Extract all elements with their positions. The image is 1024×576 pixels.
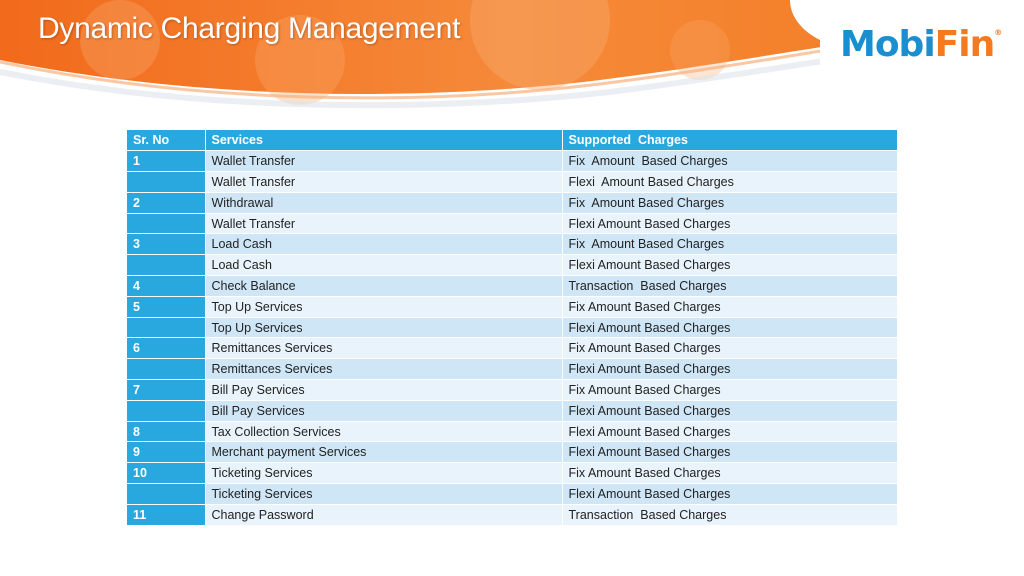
sr-cell — [127, 484, 205, 505]
sr-cell — [127, 213, 205, 234]
table-row — [127, 484, 897, 505]
sr-cell — [127, 172, 205, 193]
table-row — [127, 463, 897, 484]
service-cell: Ticketing Services — [205, 484, 562, 505]
table-header-row — [127, 130, 897, 151]
charge-cell: Fix Amount Based Charges — [562, 296, 897, 317]
service-cell: Check Balance — [205, 276, 562, 297]
service-cell: Tax Collection Services — [205, 421, 562, 442]
charge-cell: Flexi Amount Based Charges — [562, 255, 897, 276]
sr-cell: 6 — [127, 338, 205, 359]
table-row — [127, 255, 897, 276]
sr-cell: 10 — [127, 463, 205, 484]
table-row — [127, 213, 897, 234]
table-row — [127, 151, 897, 172]
service-cell: Bill Pay Services — [205, 380, 562, 401]
sr-cell — [127, 317, 205, 338]
table-row — [127, 296, 897, 317]
sr-cell — [127, 400, 205, 421]
sr-cell: 5 — [127, 296, 205, 317]
service-cell: Wallet Transfer — [205, 151, 562, 172]
service-cell: Remittances Services — [205, 359, 562, 380]
charge-cell: Transaction Based Charges — [562, 276, 897, 297]
charge-cell: Flexi Amount Based Charges — [562, 317, 897, 338]
charge-cell: Flexi Amount Based Charges — [562, 359, 897, 380]
service-cell: Top Up Services — [205, 296, 562, 317]
charge-cell: Flexi Amount Based Charges — [562, 484, 897, 505]
service-cell: Bill Pay Services — [205, 400, 562, 421]
logo-fin-text: Fin — [934, 24, 995, 65]
table-row — [127, 192, 897, 213]
sr-cell: 7 — [127, 380, 205, 401]
table-row — [127, 421, 897, 442]
logo-registered-mark: ® — [994, 28, 1002, 37]
sr-cell: 1 — [127, 151, 205, 172]
charge-cell: Flexi Amount Based Charges — [562, 172, 897, 193]
service-cell: Load Cash — [205, 255, 562, 276]
sr-cell: 2 — [127, 192, 205, 213]
service-cell: Load Cash — [205, 234, 562, 255]
service-cell: Ticketing Services — [205, 463, 562, 484]
charge-cell: Flexi Amount Based Charges — [562, 400, 897, 421]
table-row — [127, 359, 897, 380]
header-services: Services — [205, 130, 562, 151]
table-row — [127, 504, 897, 525]
sr-cell: 8 — [127, 421, 205, 442]
sr-cell: 9 — [127, 442, 205, 463]
service-cell: Change Password — [205, 504, 562, 525]
service-cell: Remittances Services — [205, 338, 562, 359]
charge-cell: Fix Amount Based Charges — [562, 338, 897, 359]
charge-cell: Flexi Amount Based Charges — [562, 421, 897, 442]
sr-cell — [127, 359, 205, 380]
charge-cell: Flexi Amount Based Charges — [562, 442, 897, 463]
service-cell: Withdrawal — [205, 192, 562, 213]
header-sr-no: Sr. No — [127, 130, 205, 151]
table-row — [127, 380, 897, 401]
table-row — [127, 234, 897, 255]
charge-cell: Fix Amount Based Charges — [562, 151, 897, 172]
charge-cell: Fix Amount Based Charges — [562, 463, 897, 484]
table-row — [127, 172, 897, 193]
page-title: Dynamic Charging Management — [38, 12, 461, 45]
service-cell: Wallet Transfer — [205, 172, 562, 193]
table-row — [127, 400, 897, 421]
sr-cell: 11 — [127, 504, 205, 525]
charges-table — [127, 130, 898, 526]
charge-cell: Fix Amount Based Charges — [562, 380, 897, 401]
charge-cell: Fix Amount Based Charges — [562, 192, 897, 213]
service-cell: Merchant payment Services — [205, 442, 562, 463]
table-row — [127, 317, 897, 338]
sr-cell: 4 — [127, 276, 205, 297]
sr-cell: 3 — [127, 234, 205, 255]
logo-mobi-text: Mobi — [840, 24, 935, 65]
charge-cell: Transaction Based Charges — [562, 504, 897, 525]
table-row — [127, 338, 897, 359]
service-cell: Wallet Transfer — [205, 213, 562, 234]
charge-cell: Fix Amount Based Charges — [562, 234, 897, 255]
service-cell: Top Up Services — [205, 317, 562, 338]
charge-cell: Flexi Amount Based Charges — [562, 213, 897, 234]
header-supported-charges: Supported Charges — [562, 130, 897, 151]
table-row — [127, 276, 897, 297]
sr-cell — [127, 255, 205, 276]
table-row — [127, 442, 897, 463]
mobifin-logo — [840, 24, 1001, 65]
